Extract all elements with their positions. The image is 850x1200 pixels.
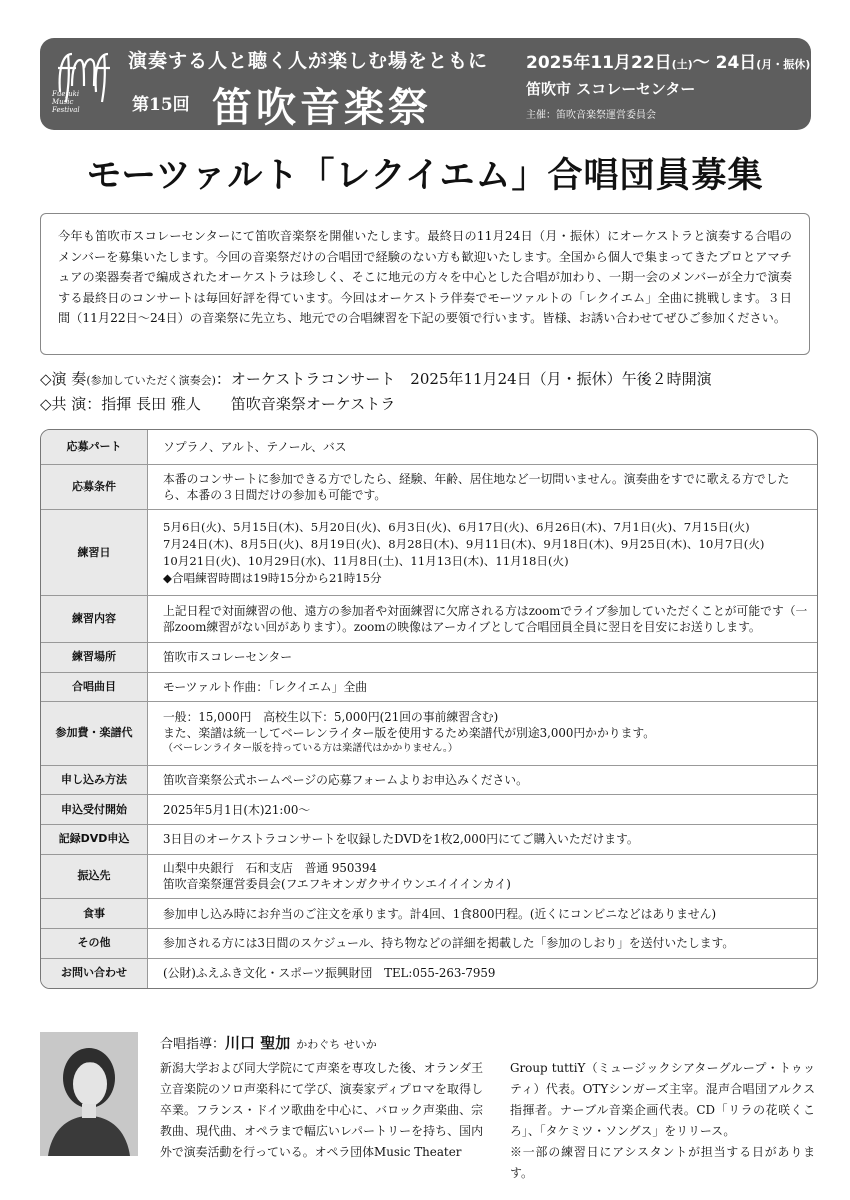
table-row [41, 958, 817, 988]
portrait-image [40, 1032, 138, 1156]
practice-line: 7月24日(木)、8月5日(火)、8月19日(火)、8月28日(木)、9月11日(木)、9月18日(木)、9月25日(木)、10月7日(火) [163, 536, 765, 551]
row-label: 練習日 [41, 510, 148, 596]
tagline: 演奏する人と聴く人が楽しむ場をともに [128, 50, 489, 72]
dvd-value: 3日目のオーケストラコンサートを収録したDVDを1枚2,000円にてご購入いただけます。 [148, 824, 818, 854]
row-label: 応募パート [41, 430, 148, 465]
logo-word-3: Festival [52, 106, 80, 114]
parts-value: ソプラノ、アルト、テノール、バス [148, 430, 818, 465]
date-main: 2025年11月22日 [526, 53, 672, 73]
festival-dates [526, 48, 810, 73]
table-row [41, 702, 817, 765]
date-sep: 〜 24日 [692, 53, 757, 73]
logo-word-2: Music [52, 98, 74, 106]
fee-line: また、楽譜は統一してベーレンライター版を使用するため楽譜代が別途3,000円かかります。 [163, 726, 656, 741]
edition: 第15回 [132, 95, 190, 115]
row-label: 食事 [41, 899, 148, 929]
recruit-table [40, 429, 818, 989]
festival-name: 笛吹音楽祭 [212, 84, 432, 130]
table-row [41, 929, 817, 959]
row-label: お問い合わせ [41, 958, 148, 988]
fee-line: 一般：15,000円 高校生以下：5,000円(21回の事前練習含む) [163, 710, 499, 725]
assistant-note: ※一部の練習日にアシスタントが担当する日があります。 [510, 1145, 815, 1180]
performance-note: (参加していただく演奏会) [86, 374, 216, 387]
table-row [41, 510, 817, 596]
contact-value: (公財)ふえふき文化・スポーツ振興財団 TEL:055-263-7959 [148, 958, 818, 988]
page-title: モーツァルト「レクイエム」合唱団員募集 [86, 155, 764, 196]
bank-value [148, 854, 818, 899]
director-bio-left: 新潟大学および同大学院にて声楽を専攻した後、オランダ王立音楽院のソロ声楽科にて学び、演奏家ディプロマを取得し卒業。フランス・ドイツ歌曲を中心に、バロック声楽曲、宗教曲、現代曲、オペラまで幅広いレパートリーを持ち、国内外で演奏活動を行っている。オペラ団体Music Theater [160, 1061, 483, 1159]
table-row [41, 899, 817, 929]
table-row [41, 643, 817, 673]
bank-line: 山梨中央銀行 石和支店 普通 950394 [163, 861, 377, 876]
table-row [41, 596, 817, 643]
row-label: 参加費・楽譜代 [41, 702, 148, 765]
director-name: 川口 聖加 [225, 1034, 291, 1052]
row-label: 申込受付開始 [41, 795, 148, 825]
fee-note: （ベーレンライター版を持っている方は楽譜代はかかりません。） [163, 743, 458, 755]
table-row [41, 824, 817, 854]
row-label: 振込先 [41, 854, 148, 899]
performance-line [40, 368, 712, 389]
table-row [41, 765, 817, 795]
table-row [41, 854, 817, 899]
row-label: 記録DVD申込 [41, 824, 148, 854]
director-role: 合唱指導： [160, 1037, 226, 1052]
table-row [41, 672, 817, 702]
practice-time: ◆合唱練習時間は19時15分から21時15分 [163, 570, 382, 585]
director-bio-right [510, 1058, 815, 1184]
conditions-value: 本番のコンサートに参加できる方でしたら、経験、年齢、居住地など一切問いません。演奏曲をすでに歌える方でしたら、本番の３日間だけの参加も可能です。 [148, 465, 818, 510]
row-label: 申し込み方法 [41, 765, 148, 795]
bank-line: 笛吹音楽祭運営委員会(フエフキオンガクサイウンエイイインカイ) [163, 877, 511, 892]
practice-line: 5月6日(火)、5月15日(木)、5月20日(火)、6月3日(火)、6月17日(火)、6月26日(木)、7月1日(火)、7月15日(火) [163, 519, 750, 534]
practice-line: 10月21日(火)、10月29日(水)、11月8日(土)、11月13日(木)、11月18日(火) [163, 553, 569, 568]
row-label: その他 [41, 929, 148, 959]
logo-word-1: Fuefuki [52, 90, 80, 98]
table-row [41, 430, 817, 465]
row-label: 練習場所 [41, 643, 148, 673]
festival-host: 主催：笛吹音楽祭運営委員会 [526, 110, 656, 121]
date-holiday: (月・振休) [756, 58, 811, 71]
festival-banner [40, 38, 811, 130]
performance-label: ◇演 奏 [40, 370, 87, 388]
director-kana: かわぐち せいか [296, 1038, 377, 1051]
start-value: 2025年5月1日(木)21:00〜 [148, 795, 818, 825]
director-photo [40, 1032, 138, 1156]
place-value: 笛吹市スコレーセンター [148, 643, 818, 673]
content-value: 上記日程で対面練習の他、遠方の参加者や対面練習に欠席される方はzoomでライブ参加していただくことが可能です（一部zoom練習がない回があります）。zoomの映像はアーカイブとして合唱団員全員に翌日を目安にお送りします。 [148, 596, 818, 643]
row-label: 合唱曲目 [41, 672, 148, 702]
apply-value: 笛吹音楽祭公式ホームページの応募フォームよりお申込みください。 [148, 765, 818, 795]
table-row [41, 795, 817, 825]
festival-venue: 笛吹市 スコレーセンター [526, 80, 696, 98]
fee-value [148, 702, 818, 765]
row-label: 応募条件 [41, 465, 148, 510]
other-value: 参加される方には3日間のスケジュール、持ち物などの詳細を掲載した「参加のしおり」を送付いたします。 [148, 929, 818, 959]
table-row [41, 465, 817, 510]
intro-box: 今年も笛吹市スコレーセンターにて笛吹音楽祭を開催いたします。最終日の11月24日（月・振休）にオーケストラと演奏する合唱のメンバーを募集いたします。今回の音楽祭だけの合唱団で経験のない方も歓迎いたします。全国から個人で集まってきたプロとアマチュアの楽器奏者で編成されたオーケストラは珍しく、そこに地元の方々を中心とした合唱が加わり、一期一会のメンバーが全力で演奏する最終日のコンサートは毎回好評を得ています。今回はオーケストラ伴奏でモーツァルトの「レクイエム」全曲に挑戦します。３日間（11月22日〜24日）の音楽祭に先立ち、地元での合唱練習を下記の要領で行います。皆様、お誘い合わせてぜひご参加ください。 [40, 213, 810, 355]
practice-dates [148, 510, 818, 596]
meal-value: 参加申し込み時にお弁当のご注文を承ります。計4回、1食800円程。(近くにコンビニなどはありません) [148, 899, 818, 929]
performance-text: ：オーケストラコンサート 2025年11月24日（月・振休）午後２時開演 [215, 370, 712, 388]
co-performers-line: ◇共 演：指揮 長田 雅人 笛吹音楽祭オーケストラ [40, 395, 396, 413]
piece-value: モーツァルト作曲：「レクイエム」全曲 [148, 672, 818, 702]
director-heading [160, 1032, 377, 1053]
row-label: 練習内容 [41, 596, 148, 643]
date-sat: (土) [671, 58, 693, 71]
director-bio-continued: Group tuttiY（ミュージックシアターグループ・トゥッティ）代表。OTYシンガーズ主宰。混声合唱団アルクス指揮者。ナーブル音楽企画代表。CD「リラの花咲くころ」、「タケミツ・ソングス」をリリース。 [510, 1061, 815, 1138]
